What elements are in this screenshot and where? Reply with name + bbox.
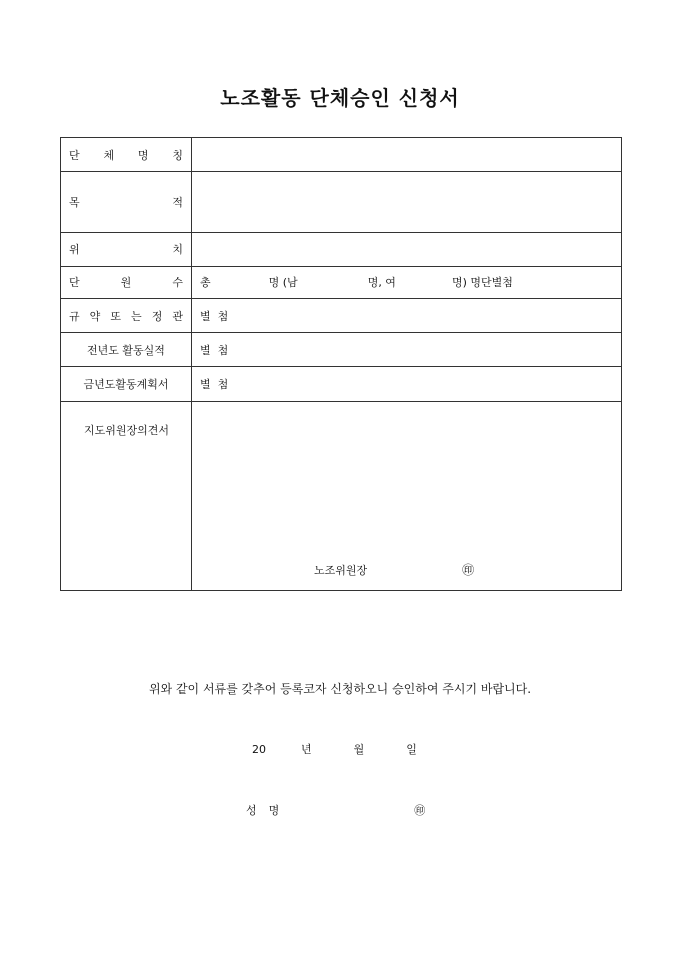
row-opinion — [61, 401, 622, 590]
application-form-table — [60, 137, 622, 591]
row-org-name — [61, 138, 622, 172]
label-char: 수 — [172, 276, 183, 290]
last-year-value: 별 첨 — [200, 343, 229, 357]
row-purpose — [61, 172, 622, 232]
members-total-label: 총 — [200, 276, 211, 290]
label-char: 명 — [137, 148, 149, 162]
application-statement: 위와 같이 서류를 갖추어 등록코자 신청하오니 승인하여 주시기 바랍니다. — [148, 682, 532, 696]
label-char: 정 — [151, 309, 163, 323]
label-opinion — [61, 401, 192, 590]
label-char: 목 — [69, 195, 80, 209]
members-female-label: 명) 명단별첨 — [451, 276, 513, 290]
row-location — [61, 232, 622, 266]
date-year-prefix: 20 — [252, 743, 266, 756]
this-year-field[interactable] — [192, 367, 622, 401]
label-char: 단 — [69, 276, 80, 290]
purpose-field[interactable] — [192, 172, 622, 232]
members-male-label: 명, 여 — [367, 276, 396, 290]
seal-icon: ㊞ — [414, 804, 426, 817]
row-rules — [61, 299, 622, 333]
label-char: 칭 — [172, 148, 183, 162]
date-line — [252, 741, 417, 757]
label-char: 원 — [120, 276, 132, 290]
label-char: 약 — [89, 309, 101, 323]
label-char: 는 — [131, 309, 142, 323]
members-field[interactable] — [192, 266, 622, 298]
this-year-value: 별 첨 — [200, 378, 229, 392]
date-year-label: 년 — [301, 743, 312, 756]
signature-label-char: 성 — [246, 804, 257, 817]
signature-line — [246, 802, 425, 818]
label-char: 단 — [69, 148, 80, 162]
opinion-label-text: 지도위원장의견서 — [83, 423, 169, 437]
rules-value: 별 첨 — [200, 309, 229, 323]
label-char: 위 — [69, 243, 80, 257]
label-char: 또 — [110, 309, 121, 323]
row-members — [61, 266, 622, 298]
seal-icon: ㊞ — [462, 563, 475, 577]
label-members — [61, 266, 192, 298]
label-location — [61, 232, 192, 266]
row-this-year — [61, 367, 622, 401]
label-char: 관 — [172, 309, 183, 323]
label-rules — [61, 299, 192, 333]
members-count-label: 명 (남 — [268, 276, 298, 290]
label-last-year: 전년도 활동실적 — [61, 333, 192, 367]
signature-label-char: 명 — [268, 804, 280, 817]
opinion-signature-line — [314, 561, 474, 578]
page-title: 노조활동 단체승인 신청서 — [220, 86, 460, 110]
label-purpose — [61, 172, 192, 232]
opinion-field[interactable] — [192, 401, 622, 590]
last-year-field[interactable] — [192, 333, 622, 367]
location-field[interactable] — [192, 232, 622, 266]
opinion-signer-label: 노조위원장 — [314, 564, 368, 577]
label-org-name — [61, 138, 192, 172]
date-month-label: 월 — [353, 743, 365, 756]
label-char: 규 — [69, 309, 80, 323]
label-char: 적 — [172, 195, 183, 209]
label-char: 체 — [103, 148, 115, 162]
date-day-label: 일 — [406, 743, 417, 756]
label-this-year: 금년도활동계획서 — [61, 367, 192, 401]
rules-field[interactable] — [192, 299, 622, 333]
org-name-field[interactable] — [192, 138, 622, 172]
row-last-year — [61, 333, 622, 367]
label-char: 치 — [172, 243, 183, 257]
